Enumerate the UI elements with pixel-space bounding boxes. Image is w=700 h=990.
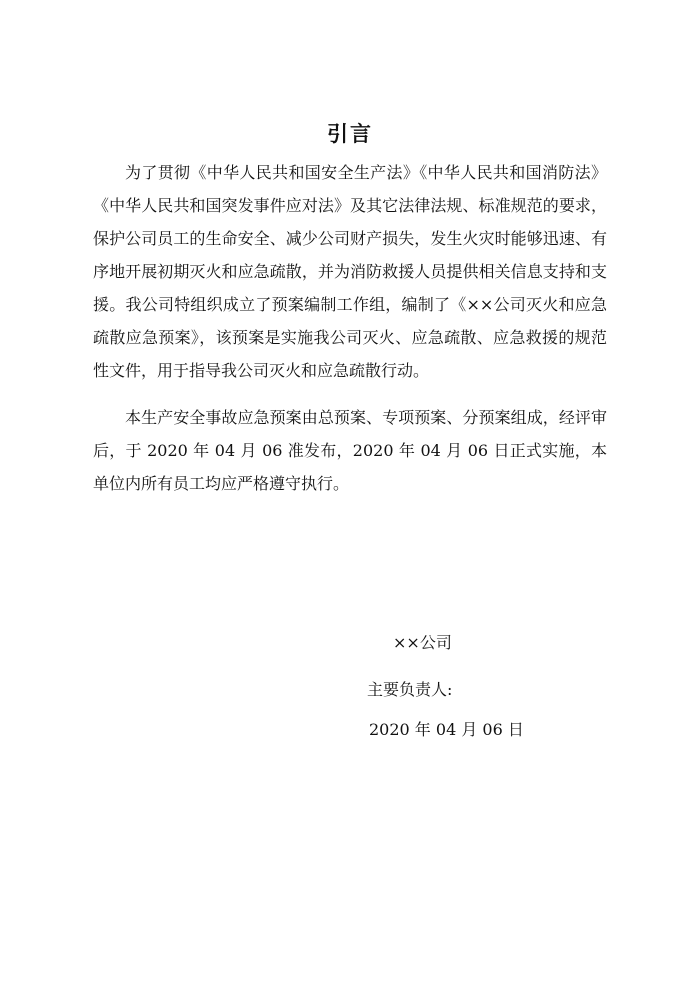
paragraph-release: 本生产安全事故应急预案由总预案、专项预案、分预案组成，经评审后，于 2020 年 04 月 06 准发布，2020 年 04 月 06 日正式实施，本单位内所有员工均应严格遵守执行。 xyxy=(93,408,607,493)
signing-date: 2020 年 04 月 06 日 xyxy=(369,720,524,739)
company-name: ××公司 xyxy=(393,633,452,652)
document-title: 引言 xyxy=(327,121,373,146)
responsible-person-label: 主要负责人: xyxy=(367,680,453,699)
paragraph-introduction: 为了贯彻《中华人民共和国安全生产法》《中华人民共和国消防法》《中华人民共和国突发事件应对法》及其它法律法规、标准规范的要求，保护公司员工的生命安全、减少公司财产损失，发生火灾时能够迅速、有序地开展初期灭火和应急疏散，并为消防救援人员提供相关信息支持和支援。我公司特组织成立了预案编制工作组，编制了《××公司灭火和应急疏散应急预案》，该预案是实施我公司灭火、应急疏散、应急救援的规范性文件，用于指导我公司灭火和应急疏散行动。 xyxy=(93,163,607,380)
document-body xyxy=(93,156,607,500)
